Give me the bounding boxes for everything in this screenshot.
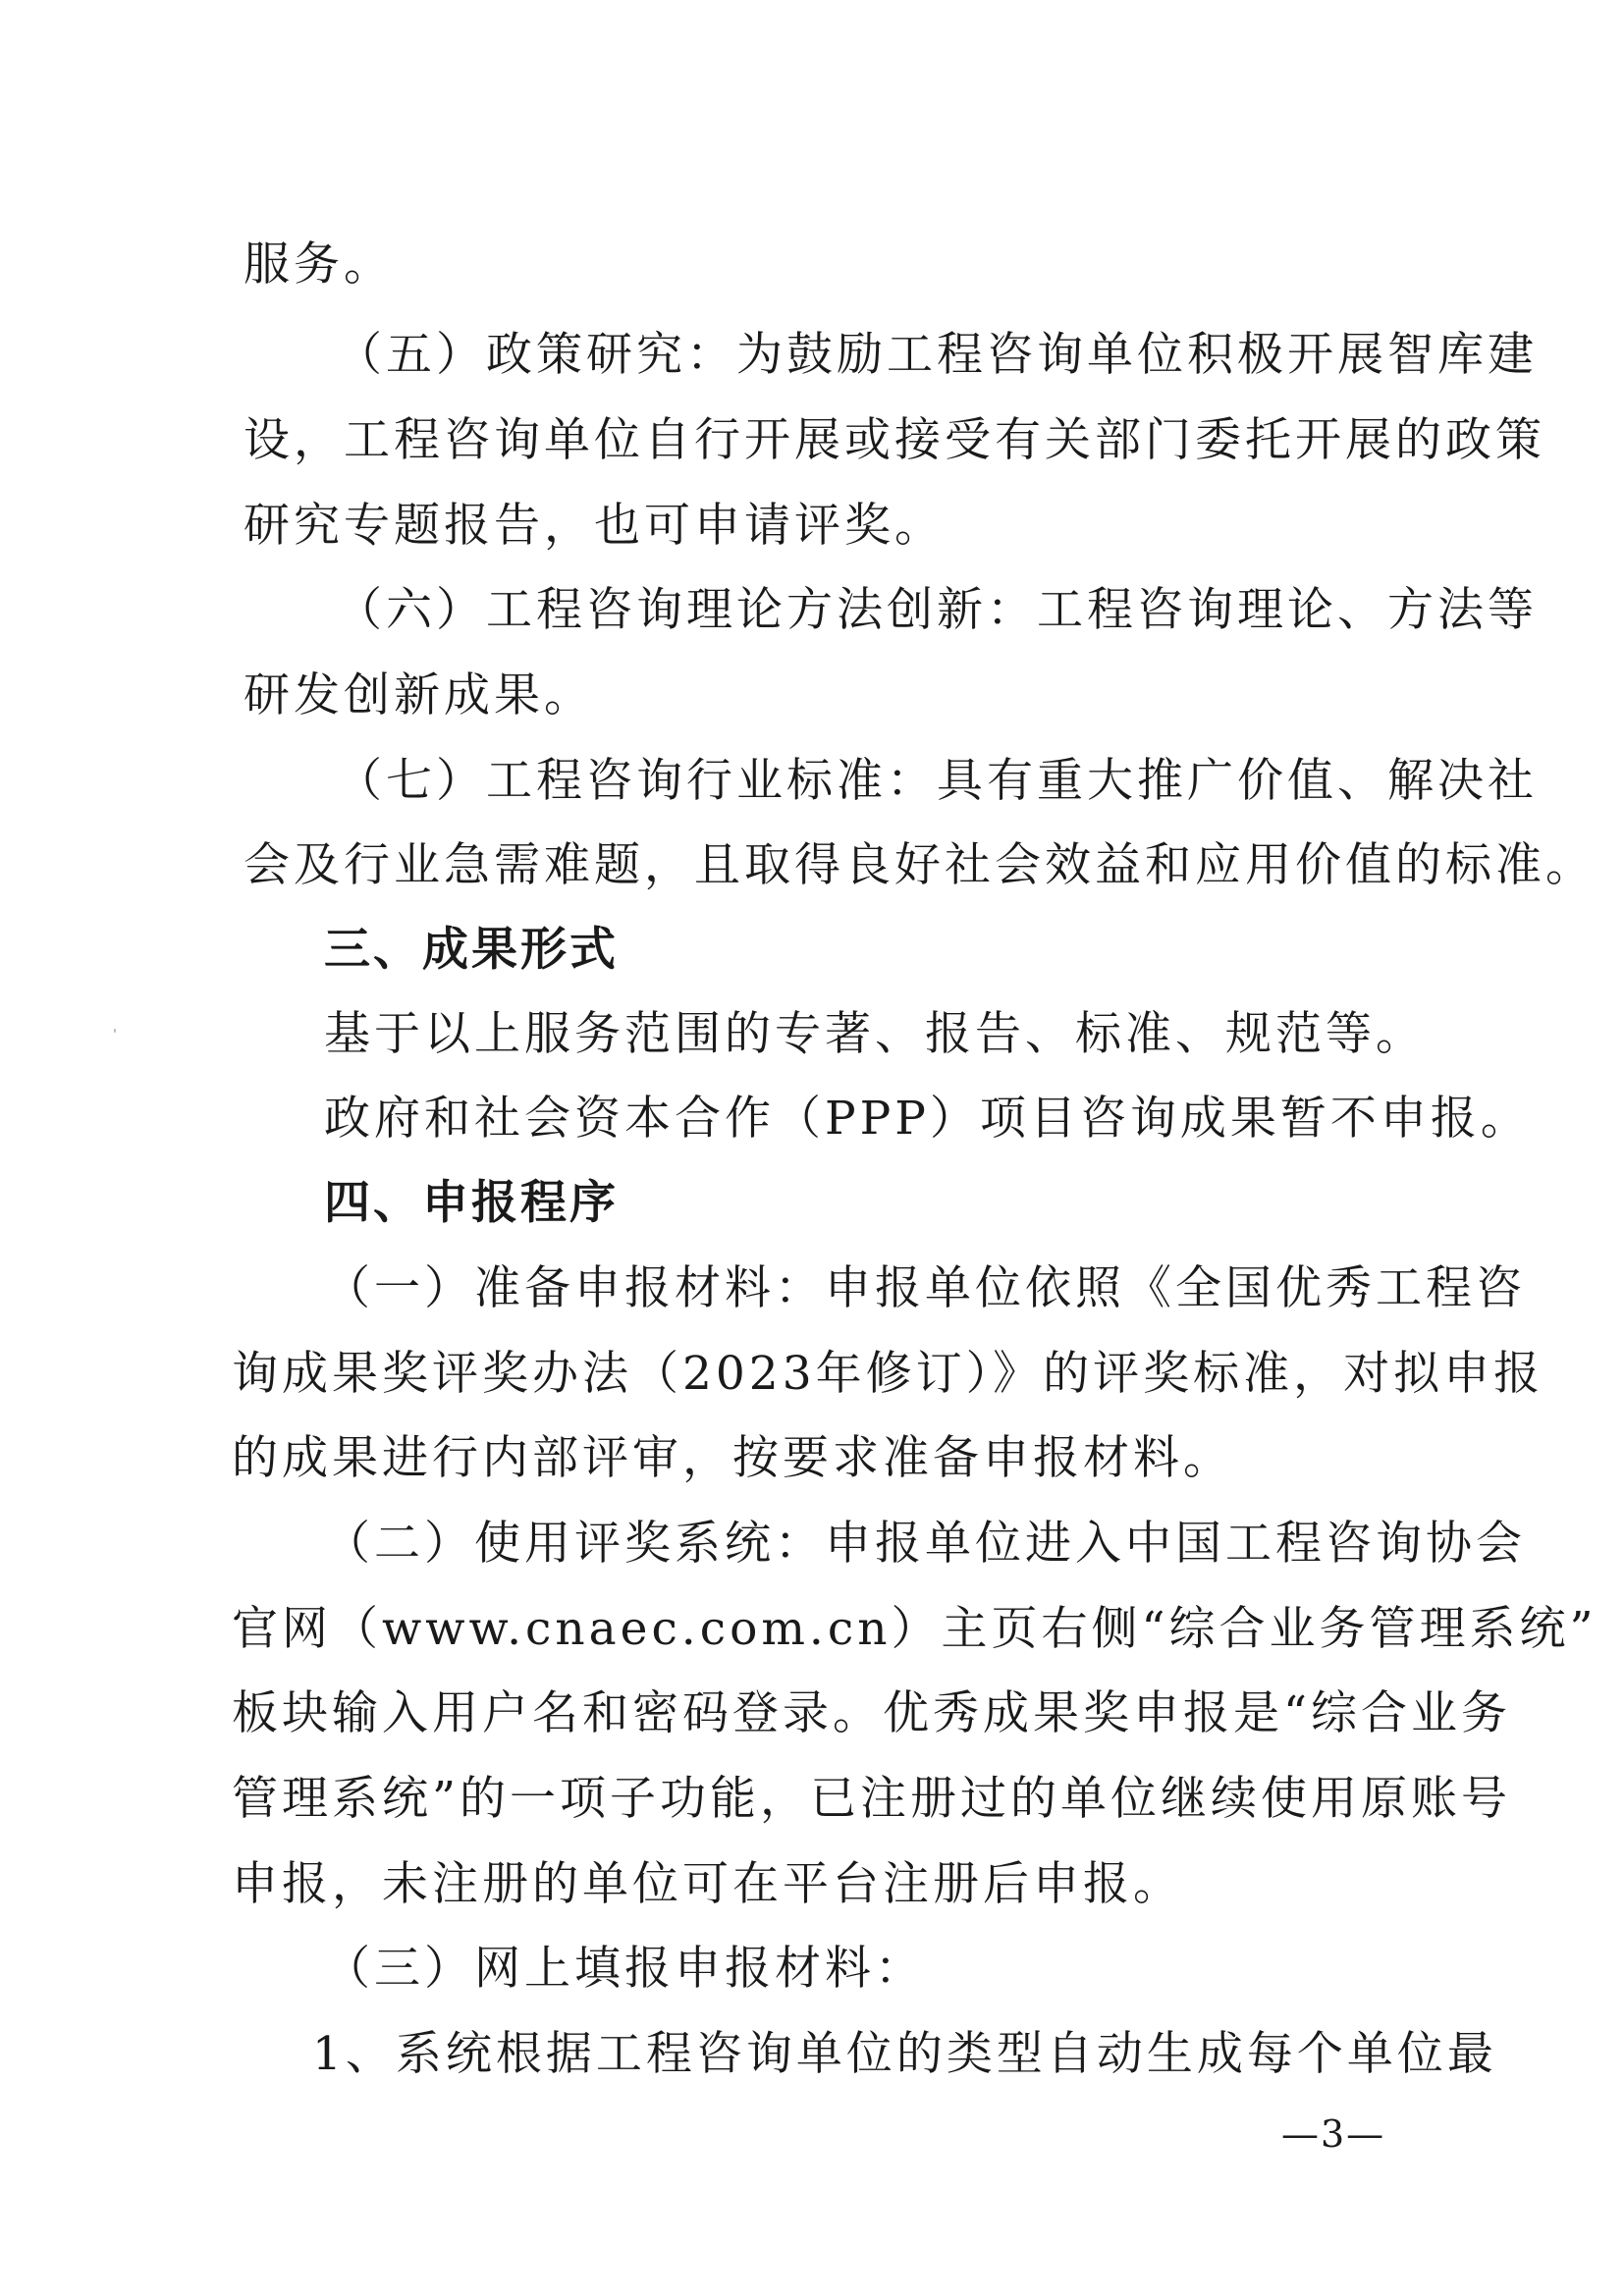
- text-line-use-system-cont-1: 官网（www.cnaec.com.cn）主页右侧“综合业务管理系统”: [232, 1602, 1597, 1656]
- section-heading-outcome-forms: 三、成果形式: [324, 923, 619, 977]
- page-number: —3—: [1281, 2112, 1386, 2156]
- text-line-service-end: 服务。: [244, 238, 394, 292]
- text-line-theory-innovation-cont: 研发创新成果。: [244, 668, 594, 722]
- text-line-prepare-materials: （一）准备申报材料：申报单位依照《全国优秀工程咨: [324, 1261, 1526, 1315]
- text-line-system-generation: 1、系统根据工程咨询单位的类型自动生成每个单位最: [312, 2027, 1497, 2081]
- text-line-use-system-cont-4: 申报，未注册的单位可在平台注册后申报。: [232, 1857, 1183, 1911]
- scan-speck: [114, 1029, 116, 1033]
- text-line-prepare-materials-cont-2: 的成果进行内部评审，按要求准备申报材料。: [232, 1431, 1233, 1485]
- text-line-policy-research-cont-2: 研究专题报告，也可申请评奖。: [244, 499, 945, 553]
- text-line-outcome-forms: 基于以上服务范围的专著、报告、标准、规范等。: [324, 1007, 1426, 1061]
- text-line-use-system-cont-3: 管理系统”的一项子功能，已注册过的单位继续使用原账号: [232, 1772, 1512, 1826]
- text-line-industry-standard: （七）工程咨询行业标准：具有重大推广价值、解决社: [336, 754, 1538, 808]
- text-line-industry-standard-cont: 会及行业急需难题，且取得良好社会效益和应用价值的标准。: [244, 838, 1596, 892]
- text-line-policy-research: （五）政策研究：为鼓励工程咨询单位积极开展智库建: [336, 328, 1538, 382]
- text-line-theory-innovation: （六）工程咨询理论方法创新：工程咨询理论、方法等: [336, 583, 1538, 637]
- text-line-prepare-materials-cont-1: 询成果奖评奖办法（2023年修订）》的评奖标准，对拟申报: [232, 1347, 1544, 1401]
- text-line-online-submission: （三）网上填报申报材料：: [324, 1942, 925, 1996]
- section-heading-application-procedure: 四、申报程序: [324, 1176, 619, 1230]
- text-line-ppp-exclusion: 政府和社会资本合作（PPP）项目咨询成果暂不申报。: [324, 1092, 1531, 1146]
- text-line-policy-research-cont-1: 设，工程咨询单位自行开展或接受有关部门委托开展的政策: [244, 413, 1545, 467]
- text-line-use-system: （二）使用评奖系统：申报单位进入中国工程咨询协会: [324, 1517, 1526, 1571]
- text-line-use-system-cont-2: 板块输入用户名和密码登录。优秀成果奖申报是“综合业务: [232, 1686, 1512, 1740]
